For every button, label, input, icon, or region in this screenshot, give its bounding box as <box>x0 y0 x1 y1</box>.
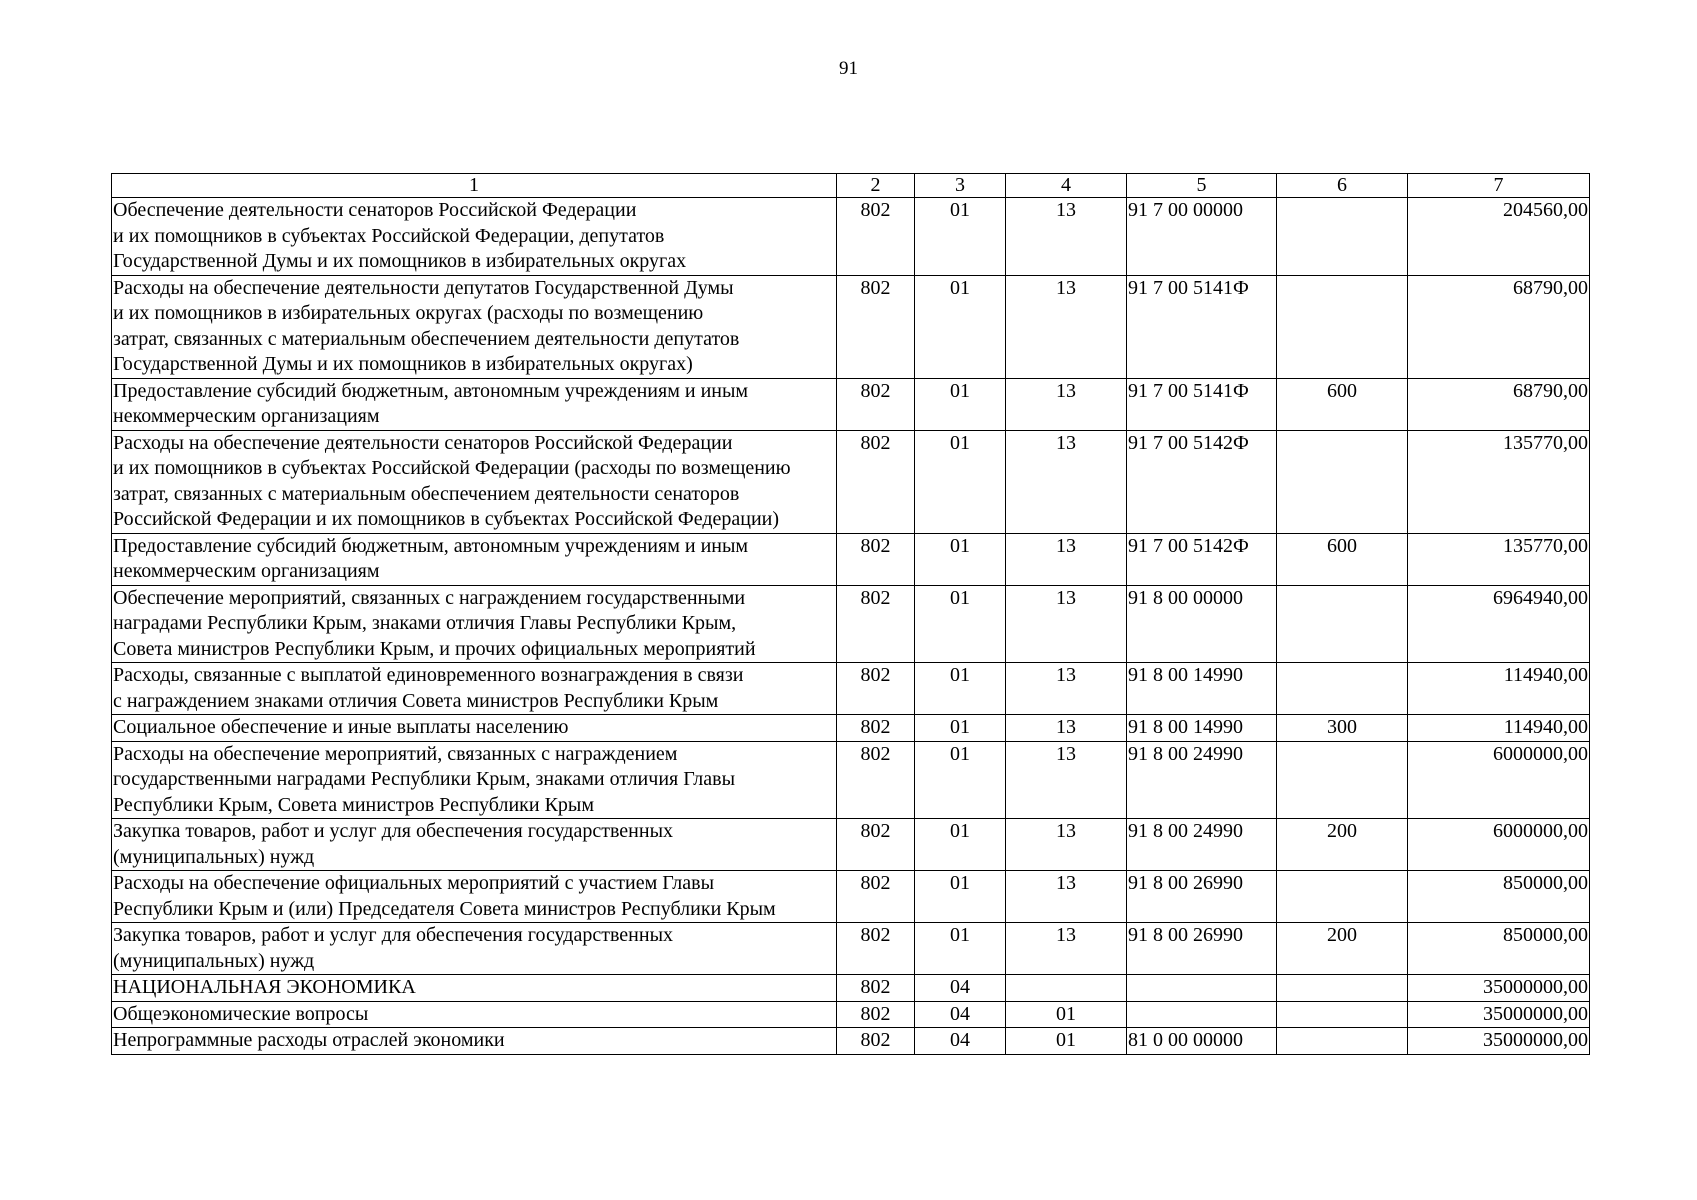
table-row <box>112 715 1590 742</box>
cell-description: Предоставление субсидий бюджетным, автономным учреждениям и иным некоммерческим организациям <box>112 533 837 585</box>
cell-description: Расходы на обеспечение официальных мероприятий с участием Главы Республики Крым и (или) Председателя Совета министров Республики Крым <box>112 871 837 923</box>
cell-ministry-code: 802 <box>837 275 915 378</box>
cell-section-code: 01 <box>915 198 1006 276</box>
cell-description: Расходы, связанные с выплатой единовременного вознаграждения в связи с награждением знаками отличия Совета министров Республики Крым <box>112 663 837 715</box>
cell-subsection-code: 13 <box>1006 198 1127 276</box>
table-row <box>112 871 1590 923</box>
cell-target-item-code: 91 7 00 5142Ф <box>1127 430 1277 533</box>
cell-expense-type-code <box>1277 1001 1408 1028</box>
column-header: 4 <box>1006 174 1127 198</box>
cell-section-code: 01 <box>915 871 1006 923</box>
table-row <box>112 1028 1590 1055</box>
cell-ministry-code: 802 <box>837 533 915 585</box>
cell-expense-type-code <box>1277 585 1408 663</box>
cell-expense-type-code <box>1277 663 1408 715</box>
cell-target-item-code: 91 8 00 00000 <box>1127 585 1277 663</box>
cell-description: Закупка товаров, работ и услуг для обеспечения государственных (муниципальных) нужд <box>112 819 837 871</box>
cell-amount: 68790,00 <box>1408 275 1590 378</box>
cell-target-item-code <box>1127 975 1277 1002</box>
cell-amount: 850000,00 <box>1408 923 1590 975</box>
cell-subsection-code: 13 <box>1006 819 1127 871</box>
cell-expense-type-code <box>1277 871 1408 923</box>
cell-expense-type-code: 200 <box>1277 819 1408 871</box>
cell-ministry-code: 802 <box>837 430 915 533</box>
table-row <box>112 533 1590 585</box>
cell-expense-type-code: 600 <box>1277 378 1408 430</box>
column-header: 7 <box>1408 174 1590 198</box>
cell-subsection-code: 13 <box>1006 741 1127 819</box>
cell-description: Общеэкономические вопросы <box>112 1001 837 1028</box>
table-row <box>112 430 1590 533</box>
cell-subsection-code: 13 <box>1006 923 1127 975</box>
cell-description: Расходы на обеспечение мероприятий, связанных с награждением государственными наградами Республики Крым, знаками отличия Главы Республики Крым, Совета министров Республики Крым <box>112 741 837 819</box>
cell-section-code: 04 <box>915 975 1006 1002</box>
cell-amount: 204560,00 <box>1408 198 1590 276</box>
table-row <box>112 585 1590 663</box>
cell-subsection-code: 13 <box>1006 715 1127 742</box>
cell-ministry-code: 802 <box>837 585 915 663</box>
cell-section-code: 01 <box>915 663 1006 715</box>
cell-amount: 6964940,00 <box>1408 585 1590 663</box>
cell-subsection-code: 13 <box>1006 275 1127 378</box>
cell-subsection-code: 13 <box>1006 585 1127 663</box>
cell-expense-type-code <box>1277 741 1408 819</box>
cell-ministry-code: 802 <box>837 378 915 430</box>
cell-subsection-code <box>1006 975 1127 1002</box>
cell-expense-type-code <box>1277 198 1408 276</box>
cell-section-code: 04 <box>915 1001 1006 1028</box>
cell-target-item-code: 91 7 00 5141Ф <box>1127 275 1277 378</box>
cell-subsection-code: 01 <box>1006 1001 1127 1028</box>
cell-section-code: 01 <box>915 715 1006 742</box>
table-row <box>112 198 1590 276</box>
column-header: 6 <box>1277 174 1408 198</box>
cell-ministry-code: 802 <box>837 1028 915 1055</box>
cell-target-item-code: 81 0 00 00000 <box>1127 1028 1277 1055</box>
cell-amount: 6000000,00 <box>1408 741 1590 819</box>
cell-section-code: 01 <box>915 533 1006 585</box>
column-header: 1 <box>112 174 837 198</box>
cell-ministry-code: 802 <box>837 663 915 715</box>
cell-target-item-code: 91 7 00 5142Ф <box>1127 533 1277 585</box>
table-row <box>112 378 1590 430</box>
cell-description: Обеспечение мероприятий, связанных с награждением государственными наградами Республики Крым, знаками отличия Главы Республики Крым, Совета министров Республики Крым, и прочих официальных мероприятий <box>112 585 837 663</box>
cell-ministry-code: 802 <box>837 715 915 742</box>
table-row <box>112 741 1590 819</box>
table-row <box>112 975 1590 1002</box>
cell-amount: 850000,00 <box>1408 871 1590 923</box>
cell-amount: 35000000,00 <box>1408 1028 1590 1055</box>
cell-target-item-code: 91 8 00 26990 <box>1127 871 1277 923</box>
table-row <box>112 663 1590 715</box>
cell-amount: 114940,00 <box>1408 663 1590 715</box>
cell-description: Социальное обеспечение и иные выплаты населению <box>112 715 837 742</box>
cell-subsection-code: 13 <box>1006 871 1127 923</box>
cell-expense-type-code: 600 <box>1277 533 1408 585</box>
budget-table <box>111 173 1590 1055</box>
cell-description: Закупка товаров, работ и услуг для обеспечения государственных (муниципальных) нужд <box>112 923 837 975</box>
cell-amount: 6000000,00 <box>1408 819 1590 871</box>
cell-amount: 68790,00 <box>1408 378 1590 430</box>
cell-section-code: 01 <box>915 741 1006 819</box>
cell-target-item-code: 91 8 00 14990 <box>1127 663 1277 715</box>
cell-section-code: 01 <box>915 430 1006 533</box>
cell-subsection-code: 13 <box>1006 378 1127 430</box>
cell-target-item-code: 91 8 00 24990 <box>1127 741 1277 819</box>
page-number: 91 <box>839 58 858 79</box>
cell-section-code: 01 <box>915 923 1006 975</box>
cell-expense-type-code: 300 <box>1277 715 1408 742</box>
table-row <box>112 923 1590 975</box>
cell-section-code: 01 <box>915 275 1006 378</box>
column-header: 3 <box>915 174 1006 198</box>
cell-description: Предоставление субсидий бюджетным, автономным учреждениям и иным некоммерческим организациям <box>112 378 837 430</box>
cell-ministry-code: 802 <box>837 975 915 1002</box>
cell-expense-type-code <box>1277 430 1408 533</box>
cell-amount: 35000000,00 <box>1408 1001 1590 1028</box>
table-row <box>112 1001 1590 1028</box>
cell-section-code: 01 <box>915 585 1006 663</box>
cell-ministry-code: 802 <box>837 1001 915 1028</box>
cell-target-item-code: 91 8 00 24990 <box>1127 819 1277 871</box>
cell-description: Расходы на обеспечение деятельности сенаторов Российской Федерации и их помощников в субъектах Российской Федерации (расходы по возмещению затрат, связанных с материальным обеспечением деятельности сенаторов Российской Федерации и их помощников в субъектах Российской Федерации) <box>112 430 837 533</box>
cell-section-code: 04 <box>915 1028 1006 1055</box>
cell-description: Обеспечение деятельности сенаторов Российской Федерации и их помощников в субъектах Российской Федерации, депутатов Государственной Думы и их помощников в избирательных округах <box>112 198 837 276</box>
cell-expense-type-code <box>1277 975 1408 1002</box>
cell-expense-type-code <box>1277 1028 1408 1055</box>
cell-subsection-code: 01 <box>1006 1028 1127 1055</box>
cell-ministry-code: 802 <box>837 871 915 923</box>
cell-target-item-code: 91 8 00 14990 <box>1127 715 1277 742</box>
cell-description: Расходы на обеспечение деятельности депутатов Государственной Думы и их помощников в избирательных округах (расходы по возмещению затрат, связанных с материальным обеспечением деятельности депутатов Государственной Думы и их помощников в избирательных округах) <box>112 275 837 378</box>
cell-target-item-code: 91 8 00 26990 <box>1127 923 1277 975</box>
cell-description: Непрограммные расходы отраслей экономики <box>112 1028 837 1055</box>
table-row <box>112 275 1590 378</box>
cell-subsection-code: 13 <box>1006 533 1127 585</box>
cell-expense-type-code: 200 <box>1277 923 1408 975</box>
cell-section-code: 01 <box>915 378 1006 430</box>
cell-ministry-code: 802 <box>837 198 915 276</box>
cell-expense-type-code <box>1277 275 1408 378</box>
cell-ministry-code: 802 <box>837 741 915 819</box>
column-header: 5 <box>1127 174 1277 198</box>
cell-ministry-code: 802 <box>837 923 915 975</box>
cell-target-item-code: 91 7 00 5141Ф <box>1127 378 1277 430</box>
table-header-row <box>112 174 1590 198</box>
cell-section-code: 01 <box>915 819 1006 871</box>
cell-ministry-code: 802 <box>837 819 915 871</box>
cell-amount: 135770,00 <box>1408 430 1590 533</box>
table-body <box>112 198 1590 1055</box>
cell-target-item-code <box>1127 1001 1277 1028</box>
cell-amount: 114940,00 <box>1408 715 1590 742</box>
cell-description: НАЦИОНАЛЬНАЯ ЭКОНОМИКА <box>112 975 837 1002</box>
cell-amount: 35000000,00 <box>1408 975 1590 1002</box>
column-header: 2 <box>837 174 915 198</box>
cell-subsection-code: 13 <box>1006 430 1127 533</box>
cell-subsection-code: 13 <box>1006 663 1127 715</box>
cell-target-item-code: 91 7 00 00000 <box>1127 198 1277 276</box>
cell-amount: 135770,00 <box>1408 533 1590 585</box>
table-row <box>112 819 1590 871</box>
